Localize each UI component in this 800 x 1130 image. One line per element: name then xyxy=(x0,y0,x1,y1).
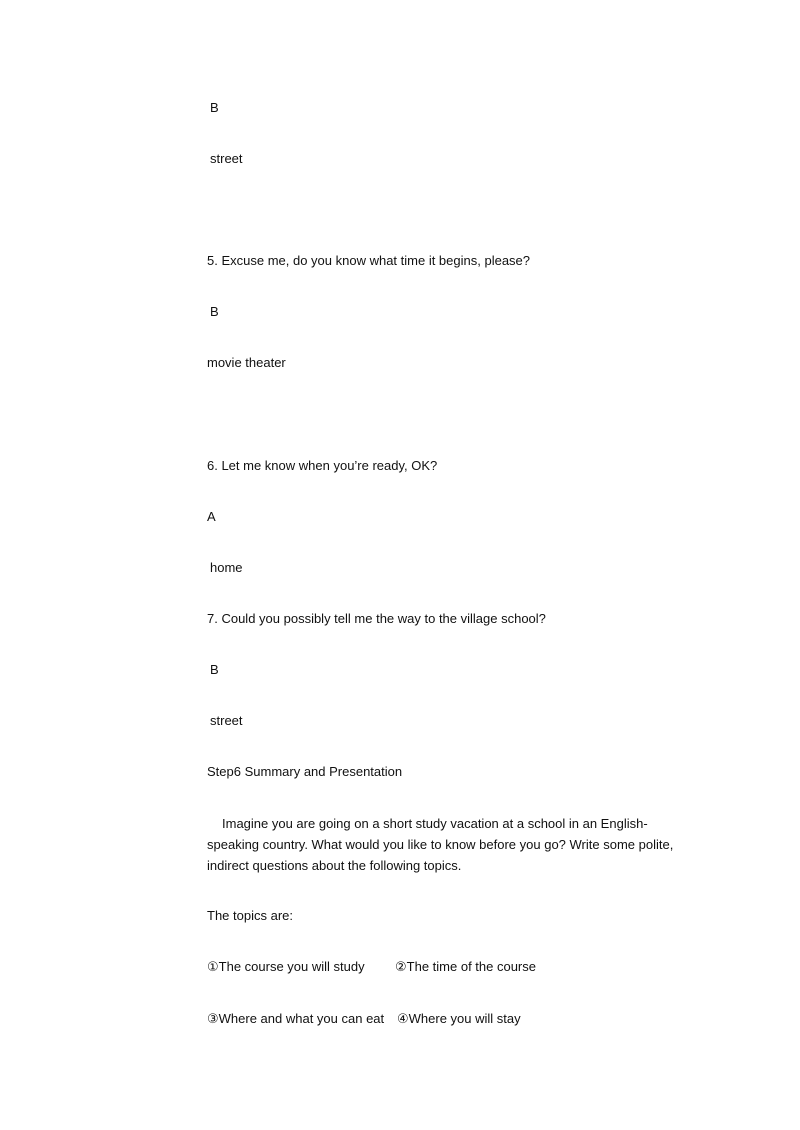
answer-letter: B xyxy=(210,304,219,319)
answer-place: home xyxy=(210,560,243,575)
topic-item: ④Where you will stay xyxy=(397,1011,521,1026)
question-5: 5. Excuse me, do you know what time it begins, please? xyxy=(207,253,531,268)
answer-letter: A xyxy=(207,509,216,524)
section-heading: Step6 Summary and Presentation xyxy=(207,764,403,779)
answer-letter: B xyxy=(210,662,219,677)
topics-intro: The topics are: xyxy=(207,908,293,923)
topic-item: ①The course you will study xyxy=(207,959,365,974)
answer-letter: B xyxy=(210,100,219,115)
answer-place: street xyxy=(210,151,243,166)
answer-place: movie theater xyxy=(207,355,286,370)
topic-item: ③Where and what you can eat xyxy=(207,1011,385,1026)
question-7: 7. Could you possibly tell me the way to the village school? xyxy=(207,611,546,626)
topic-item: ②The time of the course xyxy=(395,959,536,974)
topics-row-2 xyxy=(207,1010,521,1028)
instruction-paragraph: Imagine you are going on a short study vacation at a school in an English-speaking country. What would you like to know before you go? Write some polite, indirect questions about the following topics. xyxy=(207,816,674,873)
topics-row-1 xyxy=(207,958,536,976)
question-6: 6. Let me know when you’re ready, OK? xyxy=(207,458,438,473)
answer-place: street xyxy=(210,713,243,728)
